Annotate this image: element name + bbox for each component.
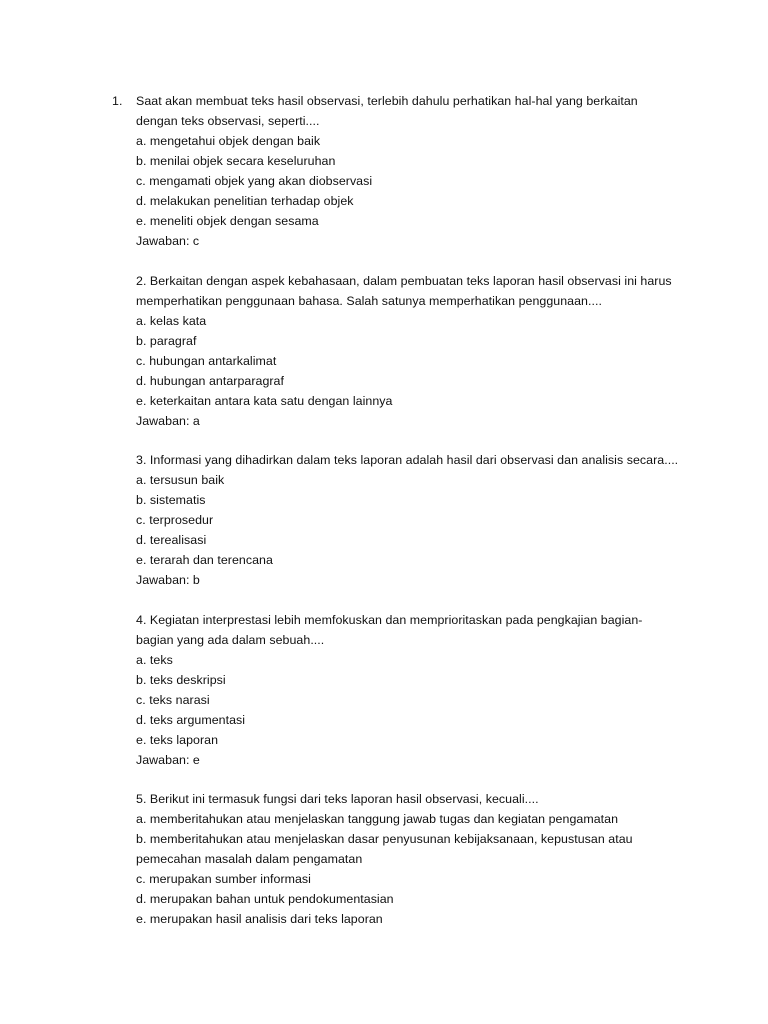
question-5 xyxy=(0,789,768,929)
question-stem-line: 3. Informasi yang dihadirkan dalam teks laporan adalah hasil dari observasi dan analisis secara.... xyxy=(136,453,679,468)
option-d: d. teks argumentasi xyxy=(136,712,246,727)
question-1 xyxy=(0,91,768,251)
option-e: e. merupakan hasil analisis dari teks laporan xyxy=(136,912,383,927)
question-number: 1. xyxy=(112,94,123,108)
option-b-continuation: pemecahan masalah dalam pengamatan xyxy=(136,852,363,867)
answer-key: Jawaban: a xyxy=(136,413,200,428)
option-d: d. melakukan penelitian terhadap objek xyxy=(136,194,354,208)
option-a: a. kelas kata xyxy=(136,313,207,328)
question-4 xyxy=(0,610,768,770)
question-list xyxy=(0,91,768,929)
option-d: d. merupakan bahan untuk pendokumentasian xyxy=(136,892,394,907)
option-b: b. paragraf xyxy=(136,333,197,348)
option-c: c. mengamati objek yang akan diobservasi xyxy=(136,174,373,188)
question-3 xyxy=(0,450,768,590)
option-b: b. sistematis xyxy=(136,493,206,508)
question-stem-line: bagian yang ada dalam sebuah.... xyxy=(136,632,325,647)
question-stem-line: 4. Kegiatan interprestasi lebih memfokuskan dan memprioritaskan pada pengkajian bagian- xyxy=(136,612,643,627)
question-stem-line: 2. Berkaitan dengan aspek kebahasaan, dalam pembuatan teks laporan hasil observasi ini harus xyxy=(136,273,672,288)
option-b: b. memberitahukan atau menjelaskan dasar penyusunan kebijaksanaan, kepustusan atau xyxy=(136,832,633,847)
option-b: b. teks deskripsi xyxy=(136,672,226,687)
option-a: a. memberitahukan atau menjelaskan tanggung jawab tugas dan kegiatan pengamatan xyxy=(136,812,619,827)
option-a: a. tersusun baik xyxy=(136,473,225,488)
option-d: d. terealisasi xyxy=(136,533,207,548)
option-e: e. keterkaitan antara kata satu dengan lainnya xyxy=(136,393,393,408)
question-stem-line: dengan teks observasi, seperti.... xyxy=(136,114,320,128)
option-c: c. merupakan sumber informasi xyxy=(136,872,311,887)
answer-key: Jawaban: e xyxy=(136,752,200,767)
option-c: c. terprosedur xyxy=(136,513,214,528)
answer-key: Jawaban: b xyxy=(136,573,200,588)
option-a: a. mengetahui objek dengan baik xyxy=(136,134,321,148)
question-stem-line: 5. Berikut ini termasuk fungsi dari teks laporan hasil observasi, kecuali.... xyxy=(136,792,539,807)
option-e: e. meneliti objek dengan sesama xyxy=(136,214,319,228)
option-e: e. terarah dan terencana xyxy=(136,553,273,568)
question-stem-line: memperhatikan penggunaan bahasa. Salah satunya memperhatikan penggunaan.... xyxy=(136,293,602,308)
option-c: c. hubungan antarkalimat xyxy=(136,353,277,368)
option-c: c. teks narasi xyxy=(136,692,210,707)
option-e: e. teks laporan xyxy=(136,732,219,747)
question-2 xyxy=(0,271,768,431)
answer-key: Jawaban: c xyxy=(136,234,200,248)
option-b: b. menilai objek secara keseluruhan xyxy=(136,154,336,168)
option-a: a. teks xyxy=(136,652,173,667)
option-d: d. hubungan antarparagraf xyxy=(136,373,284,388)
question-stem-line: 1. Saat akan membuat teks hasil observasi, terlebih dahulu perhatikan hal-hal yang berkaitan xyxy=(0,91,768,111)
